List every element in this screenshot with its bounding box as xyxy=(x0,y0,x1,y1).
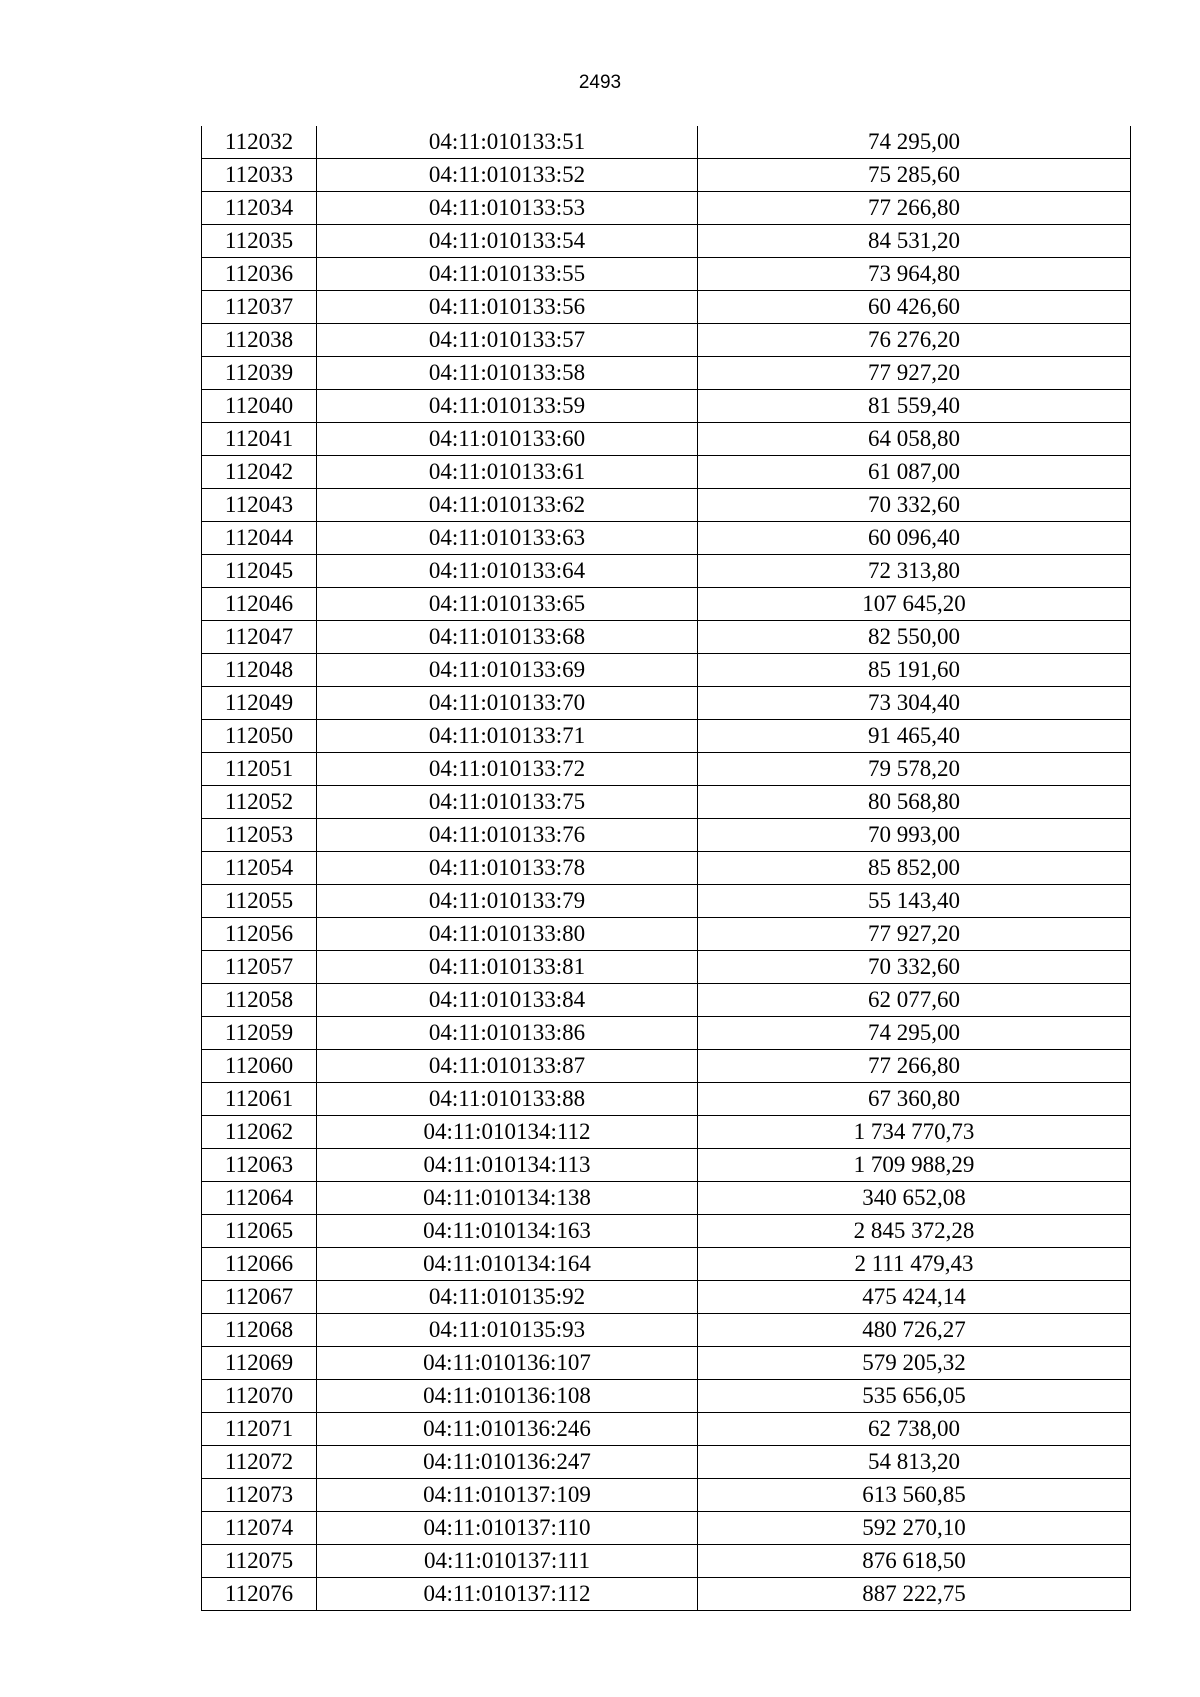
cadastral-value-cell: 60 426,60 xyxy=(698,291,1131,324)
row-number-cell: 112065 xyxy=(202,1215,317,1248)
table-row xyxy=(202,1413,1131,1446)
row-number-cell: 112033 xyxy=(202,159,317,192)
cadastral-value-cell: 480 726,27 xyxy=(698,1314,1131,1347)
cadastral-number-cell: 04:11:010136:247 xyxy=(317,1446,698,1479)
cadastral-value-cell: 77 927,20 xyxy=(698,357,1131,390)
cadastral-number-cell: 04:11:010137:112 xyxy=(317,1578,698,1611)
cadastral-value-cell: 475 424,14 xyxy=(698,1281,1131,1314)
cadastral-value-cell: 340 652,08 xyxy=(698,1182,1131,1215)
row-number-cell: 112052 xyxy=(202,786,317,819)
cadastral-number-cell: 04:11:010133:87 xyxy=(317,1050,698,1083)
table-body xyxy=(202,126,1131,1611)
cadastral-value-cell: 70 332,60 xyxy=(698,489,1131,522)
cadastral-number-cell: 04:11:010133:84 xyxy=(317,984,698,1017)
cadastral-number-cell: 04:11:010133:54 xyxy=(317,225,698,258)
table-row xyxy=(202,291,1131,324)
table-row xyxy=(202,1116,1131,1149)
cadastral-value-cell: 613 560,85 xyxy=(698,1479,1131,1512)
cadastral-number-cell: 04:11:010133:76 xyxy=(317,819,698,852)
cadastral-number-cell: 04:11:010133:78 xyxy=(317,852,698,885)
cadastral-number-cell: 04:11:010137:109 xyxy=(317,1479,698,1512)
row-number-cell: 112058 xyxy=(202,984,317,1017)
table-row xyxy=(202,918,1131,951)
row-number-cell: 112056 xyxy=(202,918,317,951)
cadastral-value-cell: 61 087,00 xyxy=(698,456,1131,489)
row-number-cell: 112063 xyxy=(202,1149,317,1182)
row-number-cell: 112051 xyxy=(202,753,317,786)
table-row xyxy=(202,588,1131,621)
cadastral-number-cell: 04:11:010133:52 xyxy=(317,159,698,192)
cadastral-number-cell: 04:11:010135:92 xyxy=(317,1281,698,1314)
table-row xyxy=(202,654,1131,687)
cadastral-number-cell: 04:11:010133:63 xyxy=(317,522,698,555)
cadastral-number-cell: 04:11:010137:110 xyxy=(317,1512,698,1545)
cadastral-value-cell: 107 645,20 xyxy=(698,588,1131,621)
table-row xyxy=(202,786,1131,819)
cadastral-value-cell: 73 304,40 xyxy=(698,687,1131,720)
cadastral-number-cell: 04:11:010136:108 xyxy=(317,1380,698,1413)
cadastral-value-cell: 62 738,00 xyxy=(698,1413,1131,1446)
table-row xyxy=(202,126,1131,159)
cadastral-value-cell: 60 096,40 xyxy=(698,522,1131,555)
table-row xyxy=(202,456,1131,489)
cadastral-number-cell: 04:11:010134:112 xyxy=(317,1116,698,1149)
row-number-cell: 112061 xyxy=(202,1083,317,1116)
row-number-cell: 112073 xyxy=(202,1479,317,1512)
row-number-cell: 112067 xyxy=(202,1281,317,1314)
cadastral-value-cell: 887 222,75 xyxy=(698,1578,1131,1611)
cadastral-value-cell: 74 295,00 xyxy=(698,1017,1131,1050)
cadastral-number-cell: 04:11:010133:59 xyxy=(317,390,698,423)
cadastral-number-cell: 04:11:010134:164 xyxy=(317,1248,698,1281)
table-row xyxy=(202,1281,1131,1314)
cadastral-number-cell: 04:11:010133:56 xyxy=(317,291,698,324)
row-number-cell: 112068 xyxy=(202,1314,317,1347)
cadastral-value-cell: 85 191,60 xyxy=(698,654,1131,687)
row-number-cell: 112040 xyxy=(202,390,317,423)
row-number-cell: 112059 xyxy=(202,1017,317,1050)
cadastral-value-cell: 579 205,32 xyxy=(698,1347,1131,1380)
cadastral-number-cell: 04:11:010133:72 xyxy=(317,753,698,786)
cadastral-value-cell: 73 964,80 xyxy=(698,258,1131,291)
cadastral-number-cell: 04:11:010133:62 xyxy=(317,489,698,522)
cadastral-value-table xyxy=(201,126,1131,1611)
row-number-cell: 112071 xyxy=(202,1413,317,1446)
table-row xyxy=(202,225,1131,258)
cadastral-value-cell: 70 993,00 xyxy=(698,819,1131,852)
row-number-cell: 112044 xyxy=(202,522,317,555)
table-row xyxy=(202,159,1131,192)
cadastral-number-cell: 04:11:010133:64 xyxy=(317,555,698,588)
table-row xyxy=(202,1512,1131,1545)
cadastral-number-cell: 04:11:010133:88 xyxy=(317,1083,698,1116)
cadastral-number-cell: 04:11:010136:107 xyxy=(317,1347,698,1380)
cadastral-value-cell: 72 313,80 xyxy=(698,555,1131,588)
row-number-cell: 112055 xyxy=(202,885,317,918)
row-number-cell: 112035 xyxy=(202,225,317,258)
cadastral-value-cell: 2 111 479,43 xyxy=(698,1248,1131,1281)
row-number-cell: 112053 xyxy=(202,819,317,852)
cadastral-value-cell: 876 618,50 xyxy=(698,1545,1131,1578)
cadastral-number-cell: 04:11:010133:80 xyxy=(317,918,698,951)
table-row xyxy=(202,555,1131,588)
cadastral-number-cell: 04:11:010133:71 xyxy=(317,720,698,753)
cadastral-value-cell: 91 465,40 xyxy=(698,720,1131,753)
row-number-cell: 112072 xyxy=(202,1446,317,1479)
row-number-cell: 112036 xyxy=(202,258,317,291)
cadastral-value-cell: 77 266,80 xyxy=(698,192,1131,225)
cadastral-number-cell: 04:11:010133:65 xyxy=(317,588,698,621)
table-row xyxy=(202,951,1131,984)
cadastral-value-cell: 85 852,00 xyxy=(698,852,1131,885)
cadastral-number-cell: 04:11:010133:69 xyxy=(317,654,698,687)
cadastral-value-cell: 79 578,20 xyxy=(698,753,1131,786)
row-number-cell: 112049 xyxy=(202,687,317,720)
cadastral-value-cell: 84 531,20 xyxy=(698,225,1131,258)
cadastral-number-cell: 04:11:010133:81 xyxy=(317,951,698,984)
table-row xyxy=(202,1017,1131,1050)
row-number-cell: 112050 xyxy=(202,720,317,753)
table-row xyxy=(202,1380,1131,1413)
row-number-cell: 112060 xyxy=(202,1050,317,1083)
table-row xyxy=(202,1083,1131,1116)
table-row xyxy=(202,522,1131,555)
cadastral-value-cell: 76 276,20 xyxy=(698,324,1131,357)
cadastral-value-cell: 77 927,20 xyxy=(698,918,1131,951)
row-number-cell: 112066 xyxy=(202,1248,317,1281)
table-row xyxy=(202,423,1131,456)
row-number-cell: 112054 xyxy=(202,852,317,885)
row-number-cell: 112048 xyxy=(202,654,317,687)
cadastral-value-cell: 67 360,80 xyxy=(698,1083,1131,1116)
table-row xyxy=(202,1479,1131,1512)
row-number-cell: 112069 xyxy=(202,1347,317,1380)
row-number-cell: 112039 xyxy=(202,357,317,390)
row-number-cell: 112045 xyxy=(202,555,317,588)
cadastral-value-cell: 82 550,00 xyxy=(698,621,1131,654)
table-row xyxy=(202,720,1131,753)
table-row xyxy=(202,1545,1131,1578)
cadastral-number-cell: 04:11:010137:111 xyxy=(317,1545,698,1578)
table-row xyxy=(202,1446,1131,1479)
cadastral-number-cell: 04:11:010133:51 xyxy=(317,126,698,159)
table-row xyxy=(202,324,1131,357)
table-row xyxy=(202,1314,1131,1347)
cadastral-number-cell: 04:11:010133:57 xyxy=(317,324,698,357)
cadastral-value-cell: 75 285,60 xyxy=(698,159,1131,192)
cadastral-number-cell: 04:11:010133:75 xyxy=(317,786,698,819)
table-row xyxy=(202,687,1131,720)
row-number-cell: 112034 xyxy=(202,192,317,225)
cadastral-number-cell: 04:11:010134:113 xyxy=(317,1149,698,1182)
row-number-cell: 112046 xyxy=(202,588,317,621)
table-row xyxy=(202,753,1131,786)
table-row xyxy=(202,357,1131,390)
table-row xyxy=(202,1578,1131,1611)
cadastral-value-cell: 77 266,80 xyxy=(698,1050,1131,1083)
cadastral-value-cell: 2 845 372,28 xyxy=(698,1215,1131,1248)
cadastral-number-cell: 04:11:010136:246 xyxy=(317,1413,698,1446)
table-row xyxy=(202,984,1131,1017)
table-row xyxy=(202,1248,1131,1281)
row-number-cell: 112057 xyxy=(202,951,317,984)
cadastral-value-cell: 80 568,80 xyxy=(698,786,1131,819)
cadastral-value-cell: 81 559,40 xyxy=(698,390,1131,423)
cadastral-number-cell: 04:11:010135:93 xyxy=(317,1314,698,1347)
row-number-cell: 112043 xyxy=(202,489,317,522)
cadastral-value-cell: 64 058,80 xyxy=(698,423,1131,456)
table-row xyxy=(202,1149,1131,1182)
cadastral-value-cell: 1 734 770,73 xyxy=(698,1116,1131,1149)
cadastral-number-cell: 04:11:010133:58 xyxy=(317,357,698,390)
cadastral-number-cell: 04:11:010133:70 xyxy=(317,687,698,720)
cadastral-number-cell: 04:11:010133:53 xyxy=(317,192,698,225)
cadastral-number-cell: 04:11:010133:86 xyxy=(317,1017,698,1050)
cadastral-number-cell: 04:11:010133:61 xyxy=(317,456,698,489)
cadastral-value-cell: 70 332,60 xyxy=(698,951,1131,984)
table-row xyxy=(202,819,1131,852)
table-row xyxy=(202,1050,1131,1083)
row-number-cell: 112042 xyxy=(202,456,317,489)
table-row xyxy=(202,390,1131,423)
row-number-cell: 112038 xyxy=(202,324,317,357)
table-row xyxy=(202,489,1131,522)
row-number-cell: 112041 xyxy=(202,423,317,456)
row-number-cell: 112076 xyxy=(202,1578,317,1611)
table-row xyxy=(202,258,1131,291)
table-row xyxy=(202,621,1131,654)
cadastral-number-cell: 04:11:010133:60 xyxy=(317,423,698,456)
cadastral-value-cell: 74 295,00 xyxy=(698,126,1131,159)
table-row xyxy=(202,852,1131,885)
row-number-cell: 112070 xyxy=(202,1380,317,1413)
cadastral-value-cell: 592 270,10 xyxy=(698,1512,1131,1545)
table-row xyxy=(202,192,1131,225)
row-number-cell: 112064 xyxy=(202,1182,317,1215)
cadastral-value-cell: 535 656,05 xyxy=(698,1380,1131,1413)
page-number: 2493 xyxy=(578,72,622,93)
cadastral-number-cell: 04:11:010133:79 xyxy=(317,885,698,918)
cadastral-number-cell: 04:11:010134:138 xyxy=(317,1182,698,1215)
row-number-cell: 112062 xyxy=(202,1116,317,1149)
cadastral-number-cell: 04:11:010133:55 xyxy=(317,258,698,291)
table-row xyxy=(202,885,1131,918)
cadastral-number-cell: 04:11:010133:68 xyxy=(317,621,698,654)
cadastral-number-cell: 04:11:010134:163 xyxy=(317,1215,698,1248)
table-row xyxy=(202,1182,1131,1215)
row-number-cell: 112074 xyxy=(202,1512,317,1545)
cadastral-value-cell: 55 143,40 xyxy=(698,885,1131,918)
row-number-cell: 112047 xyxy=(202,621,317,654)
table-row xyxy=(202,1215,1131,1248)
cadastral-value-cell: 1 709 988,29 xyxy=(698,1149,1131,1182)
table-row xyxy=(202,1347,1131,1380)
row-number-cell: 112075 xyxy=(202,1545,317,1578)
cadastral-value-cell: 54 813,20 xyxy=(698,1446,1131,1479)
row-number-cell: 112032 xyxy=(202,126,317,159)
cadastral-value-cell: 62 077,60 xyxy=(698,984,1131,1017)
row-number-cell: 112037 xyxy=(202,291,317,324)
